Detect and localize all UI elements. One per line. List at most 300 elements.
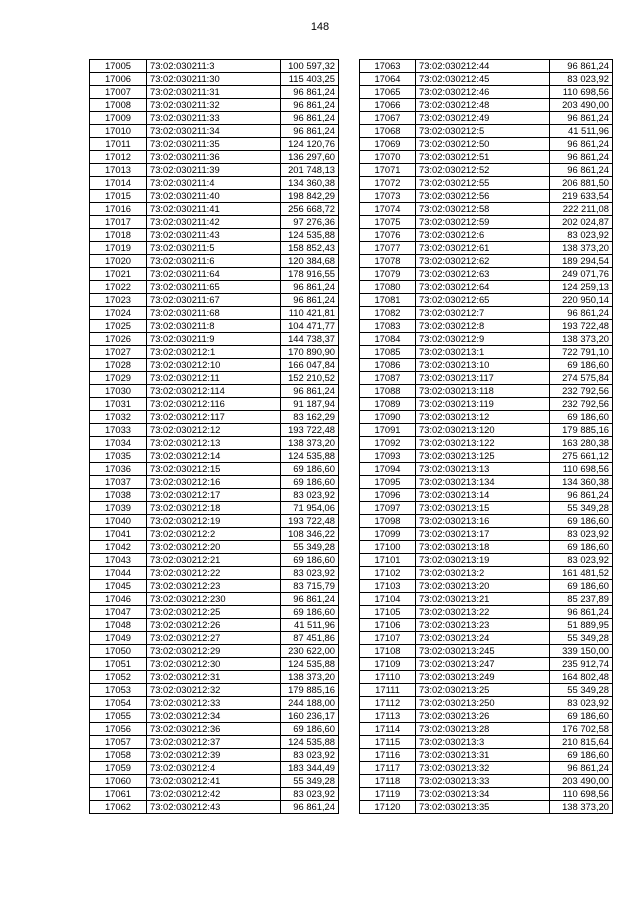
record-number-cell: 17053 bbox=[90, 684, 147, 697]
record-number-cell: 17030 bbox=[90, 385, 147, 398]
record-number-cell: 17092 bbox=[360, 437, 416, 450]
cadastral-number-cell: 73:02:030212:49 bbox=[416, 112, 550, 125]
table-row bbox=[90, 346, 339, 359]
cadastral-value-cell: 96 861,24 bbox=[281, 86, 339, 99]
cadastral-number-cell: 73:02:030213:1 bbox=[416, 346, 550, 359]
cadastral-value-cell: 69 186,60 bbox=[281, 554, 339, 567]
cadastral-number-cell: 73:02:030212:55 bbox=[416, 177, 550, 190]
table-row bbox=[90, 242, 339, 255]
table-row bbox=[90, 515, 339, 528]
table-row bbox=[90, 333, 339, 346]
cadastral-number-cell: 73:02:030212:61 bbox=[416, 242, 550, 255]
record-number-cell: 17010 bbox=[90, 125, 147, 138]
cadastral-number-cell: 73:02:030213:117 bbox=[416, 372, 550, 385]
record-number-cell: 17061 bbox=[90, 788, 147, 801]
record-number-cell: 17036 bbox=[90, 463, 147, 476]
record-number-cell: 17052 bbox=[90, 671, 147, 684]
cadastral-value-cell: 230 622,00 bbox=[281, 645, 339, 658]
record-number-cell: 17068 bbox=[360, 125, 416, 138]
cadastral-value-cell: 96 861,24 bbox=[550, 151, 613, 164]
table-row bbox=[90, 424, 339, 437]
cadastral-value-cell: 232 792,56 bbox=[550, 398, 613, 411]
cadastral-value-cell: 160 236,17 bbox=[281, 710, 339, 723]
record-number-cell: 17026 bbox=[90, 333, 147, 346]
table-row bbox=[90, 255, 339, 268]
table-row bbox=[360, 476, 613, 489]
table-row bbox=[90, 112, 339, 125]
table-row bbox=[360, 138, 613, 151]
cadastral-number-cell: 73:02:030213:120 bbox=[416, 424, 550, 437]
table-row bbox=[90, 294, 339, 307]
table-row bbox=[90, 398, 339, 411]
cadastral-value-cell: 96 861,24 bbox=[281, 99, 339, 112]
table-row bbox=[360, 216, 613, 229]
record-number-cell: 17035 bbox=[90, 450, 147, 463]
cadastral-number-cell: 73:02:030212:42 bbox=[147, 788, 281, 801]
cadastral-value-cell: 110 698,56 bbox=[550, 788, 613, 801]
table-row bbox=[360, 606, 613, 619]
table-row bbox=[360, 60, 613, 73]
cadastral-number-cell: 73:02:030212:32 bbox=[147, 684, 281, 697]
table-row bbox=[360, 788, 613, 801]
cadastral-number-cell: 73:02:030212:62 bbox=[416, 255, 550, 268]
cadastral-value-cell: 69 186,60 bbox=[281, 463, 339, 476]
cadastral-number-cell: 73:02:030211:3 bbox=[147, 60, 281, 73]
table-row bbox=[360, 86, 613, 99]
record-number-cell: 17098 bbox=[360, 515, 416, 528]
cadastral-number-cell: 73:02:030211:9 bbox=[147, 333, 281, 346]
table-row bbox=[360, 177, 613, 190]
cadastral-number-cell: 73:02:030212:2 bbox=[147, 528, 281, 541]
cadastral-number-cell: 73:02:030211:43 bbox=[147, 229, 281, 242]
table-row bbox=[90, 606, 339, 619]
cadastral-number-cell: 73:02:030212:25 bbox=[147, 606, 281, 619]
cadastral-number-cell: 73:02:030213:12 bbox=[416, 411, 550, 424]
cadastral-number-cell: 73:02:030213:249 bbox=[416, 671, 550, 684]
table-row bbox=[90, 580, 339, 593]
record-number-cell: 17020 bbox=[90, 255, 147, 268]
cadastral-number-cell: 73:02:030212:21 bbox=[147, 554, 281, 567]
register-table-body bbox=[360, 60, 613, 814]
table-row bbox=[360, 190, 613, 203]
table-row bbox=[90, 775, 339, 788]
table-row bbox=[90, 151, 339, 164]
table-row bbox=[360, 385, 613, 398]
record-number-cell: 17033 bbox=[90, 424, 147, 437]
cadastral-value-cell: 83 023,92 bbox=[550, 229, 613, 242]
cadastral-number-cell: 73:02:030212:48 bbox=[416, 99, 550, 112]
cadastral-number-cell: 73:02:030213:19 bbox=[416, 554, 550, 567]
record-number-cell: 17022 bbox=[90, 281, 147, 294]
cadastral-number-cell: 73:02:030212:41 bbox=[147, 775, 281, 788]
cadastral-value-cell: 51 889,95 bbox=[550, 619, 613, 632]
record-number-cell: 17047 bbox=[90, 606, 147, 619]
record-number-cell: 17096 bbox=[360, 489, 416, 502]
cadastral-value-cell: 235 912,74 bbox=[550, 658, 613, 671]
cadastral-number-cell: 73:02:030212:58 bbox=[416, 203, 550, 216]
record-number-cell: 17062 bbox=[90, 801, 147, 814]
table-row bbox=[90, 645, 339, 658]
table-row bbox=[90, 450, 339, 463]
cadastral-value-cell: 85 237,89 bbox=[550, 593, 613, 606]
record-number-cell: 17050 bbox=[90, 645, 147, 658]
record-number-cell: 17101 bbox=[360, 554, 416, 567]
cadastral-value-cell: 134 360,38 bbox=[550, 476, 613, 489]
cadastral-number-cell: 73:02:030213:28 bbox=[416, 723, 550, 736]
table-row bbox=[360, 359, 613, 372]
cadastral-number-cell: 73:02:030211:36 bbox=[147, 151, 281, 164]
cadastral-value-cell: 203 490,00 bbox=[550, 775, 613, 788]
record-number-cell: 17046 bbox=[90, 593, 147, 606]
table-row bbox=[360, 203, 613, 216]
table-row bbox=[360, 73, 613, 86]
cadastral-number-cell: 73:02:030213:16 bbox=[416, 515, 550, 528]
record-number-cell: 17086 bbox=[360, 359, 416, 372]
cadastral-value-cell: 96 861,24 bbox=[550, 60, 613, 73]
cadastral-value-cell: 96 861,24 bbox=[281, 281, 339, 294]
record-number-cell: 17117 bbox=[360, 762, 416, 775]
cadastral-number-cell: 73:02:030213:13 bbox=[416, 463, 550, 476]
record-number-cell: 17064 bbox=[360, 73, 416, 86]
cadastral-number-cell: 73:02:030213:35 bbox=[416, 801, 550, 814]
table-row bbox=[360, 424, 613, 437]
cadastral-number-cell: 73:02:030213:33 bbox=[416, 775, 550, 788]
record-number-cell: 17071 bbox=[360, 164, 416, 177]
cadastral-value-cell: 193 722,48 bbox=[281, 424, 339, 437]
cadastral-value-cell: 83 023,92 bbox=[550, 73, 613, 86]
cadastral-value-cell: 134 360,38 bbox=[281, 177, 339, 190]
table-row bbox=[360, 619, 613, 632]
record-number-cell: 17082 bbox=[360, 307, 416, 320]
cadastral-value-cell: 83 023,92 bbox=[550, 697, 613, 710]
table-row bbox=[90, 307, 339, 320]
cadastral-number-cell: 73:02:030211:39 bbox=[147, 164, 281, 177]
cadastral-number-cell: 73:02:030211:31 bbox=[147, 86, 281, 99]
cadastral-value-cell: 219 633,54 bbox=[550, 190, 613, 203]
table-row bbox=[90, 567, 339, 580]
table-row bbox=[360, 710, 613, 723]
record-number-cell: 17066 bbox=[360, 99, 416, 112]
table-row bbox=[90, 359, 339, 372]
table-row bbox=[90, 788, 339, 801]
table-row bbox=[90, 489, 339, 502]
cadastral-number-cell: 73:02:030212:15 bbox=[147, 463, 281, 476]
cadastral-value-cell: 170 890,90 bbox=[281, 346, 339, 359]
cadastral-value-cell: 136 297,60 bbox=[281, 151, 339, 164]
record-number-cell: 17118 bbox=[360, 775, 416, 788]
cadastral-value-cell: 97 276,36 bbox=[281, 216, 339, 229]
table-row bbox=[90, 463, 339, 476]
record-number-cell: 17112 bbox=[360, 697, 416, 710]
cadastral-value-cell: 244 188,00 bbox=[281, 697, 339, 710]
cadastral-number-cell: 73:02:030212:36 bbox=[147, 723, 281, 736]
record-number-cell: 17019 bbox=[90, 242, 147, 255]
cadastral-value-cell: 198 842,29 bbox=[281, 190, 339, 203]
cadastral-value-cell: 41 511,96 bbox=[550, 125, 613, 138]
record-number-cell: 17058 bbox=[90, 749, 147, 762]
cadastral-value-cell: 249 071,76 bbox=[550, 268, 613, 281]
table-row bbox=[360, 437, 613, 450]
cadastral-value-cell: 124 535,88 bbox=[281, 450, 339, 463]
record-number-cell: 17006 bbox=[90, 73, 147, 86]
cadastral-number-cell: 73:02:030212:56 bbox=[416, 190, 550, 203]
cadastral-value-cell: 69 186,60 bbox=[550, 749, 613, 762]
cadastral-value-cell: 339 150,00 bbox=[550, 645, 613, 658]
record-number-cell: 17008 bbox=[90, 99, 147, 112]
cadastral-value-cell: 201 748,13 bbox=[281, 164, 339, 177]
cadastral-number-cell: 73:02:030212:59 bbox=[416, 216, 550, 229]
cadastral-number-cell: 73:02:030211:41 bbox=[147, 203, 281, 216]
record-number-cell: 17065 bbox=[360, 86, 416, 99]
cadastral-number-cell: 73:02:030212:7 bbox=[416, 307, 550, 320]
record-number-cell: 17034 bbox=[90, 437, 147, 450]
record-number-cell: 17074 bbox=[360, 203, 416, 216]
table-row bbox=[90, 593, 339, 606]
cadastral-value-cell: 96 861,24 bbox=[281, 125, 339, 138]
table-row bbox=[360, 528, 613, 541]
cadastral-value-cell: 83 023,92 bbox=[281, 489, 339, 502]
cadastral-value-cell: 96 861,24 bbox=[550, 138, 613, 151]
cadastral-value-cell: 96 861,24 bbox=[281, 801, 339, 814]
cadastral-value-cell: 69 186,60 bbox=[550, 359, 613, 372]
cadastral-value-cell: 96 861,24 bbox=[550, 489, 613, 502]
record-number-cell: 17028 bbox=[90, 359, 147, 372]
table-row bbox=[90, 697, 339, 710]
table-row bbox=[360, 450, 613, 463]
cadastral-number-cell: 73:02:030213:21 bbox=[416, 593, 550, 606]
cadastral-number-cell: 73:02:030212:50 bbox=[416, 138, 550, 151]
cadastral-number-cell: 73:02:030213:25 bbox=[416, 684, 550, 697]
cadastral-value-cell: 232 792,56 bbox=[550, 385, 613, 398]
table-row bbox=[360, 658, 613, 671]
record-number-cell: 17103 bbox=[360, 580, 416, 593]
cadastral-value-cell: 183 344,49 bbox=[281, 762, 339, 775]
table-row bbox=[90, 60, 339, 73]
table-row bbox=[90, 762, 339, 775]
record-number-cell: 17085 bbox=[360, 346, 416, 359]
cadastral-value-cell: 96 861,24 bbox=[550, 307, 613, 320]
table-row bbox=[90, 528, 339, 541]
record-number-cell: 17107 bbox=[360, 632, 416, 645]
record-number-cell: 17102 bbox=[360, 567, 416, 580]
record-number-cell: 17089 bbox=[360, 398, 416, 411]
cadastral-number-cell: 73:02:030212:22 bbox=[147, 567, 281, 580]
cadastral-value-cell: 110 698,56 bbox=[550, 86, 613, 99]
cadastral-value-cell: 179 885,16 bbox=[281, 684, 339, 697]
cadastral-value-cell: 193 722,48 bbox=[550, 320, 613, 333]
table-row bbox=[90, 125, 339, 138]
record-number-cell: 17081 bbox=[360, 294, 416, 307]
cadastral-value-cell: 96 861,24 bbox=[550, 164, 613, 177]
record-number-cell: 17109 bbox=[360, 658, 416, 671]
cadastral-value-cell: 69 186,60 bbox=[550, 580, 613, 593]
record-number-cell: 17075 bbox=[360, 216, 416, 229]
cadastral-value-cell: 110 698,56 bbox=[550, 463, 613, 476]
record-number-cell: 17070 bbox=[360, 151, 416, 164]
table-row bbox=[360, 684, 613, 697]
cadastral-value-cell: 274 575,84 bbox=[550, 372, 613, 385]
cadastral-value-cell: 138 373,20 bbox=[281, 671, 339, 684]
table-row bbox=[360, 775, 613, 788]
table-row bbox=[90, 411, 339, 424]
cadastral-value-cell: 83 023,92 bbox=[550, 554, 613, 567]
record-number-cell: 17057 bbox=[90, 736, 147, 749]
record-number-cell: 17119 bbox=[360, 788, 416, 801]
record-number-cell: 17017 bbox=[90, 216, 147, 229]
cadastral-value-cell: 69 186,60 bbox=[281, 476, 339, 489]
record-number-cell: 17031 bbox=[90, 398, 147, 411]
cadastral-value-cell: 124 535,88 bbox=[281, 229, 339, 242]
record-number-cell: 17105 bbox=[360, 606, 416, 619]
record-number-cell: 17088 bbox=[360, 385, 416, 398]
record-number-cell: 17055 bbox=[90, 710, 147, 723]
cadastral-number-cell: 73:02:030213:245 bbox=[416, 645, 550, 658]
record-number-cell: 17063 bbox=[360, 60, 416, 73]
record-number-cell: 17090 bbox=[360, 411, 416, 424]
table-row bbox=[360, 723, 613, 736]
record-number-cell: 17113 bbox=[360, 710, 416, 723]
cadastral-value-cell: 193 722,48 bbox=[281, 515, 339, 528]
table-row bbox=[90, 554, 339, 567]
cadastral-number-cell: 73:02:030212:26 bbox=[147, 619, 281, 632]
record-number-cell: 17014 bbox=[90, 177, 147, 190]
cadastral-number-cell: 73:02:030212:30 bbox=[147, 658, 281, 671]
cadastral-number-cell: 73:02:030212:63 bbox=[416, 268, 550, 281]
record-number-cell: 17120 bbox=[360, 801, 416, 814]
table-row bbox=[90, 138, 339, 151]
cadastral-number-cell: 73:02:030211:40 bbox=[147, 190, 281, 203]
table-row bbox=[90, 320, 339, 333]
cadastral-number-cell: 73:02:030212:12 bbox=[147, 424, 281, 437]
cadastral-number-cell: 73:02:030212:39 bbox=[147, 749, 281, 762]
cadastral-value-cell: 220 950,14 bbox=[550, 294, 613, 307]
record-number-cell: 17009 bbox=[90, 112, 147, 125]
table-row bbox=[360, 736, 613, 749]
cadastral-value-cell: 124 535,88 bbox=[281, 736, 339, 749]
cadastral-number-cell: 73:02:030211:65 bbox=[147, 281, 281, 294]
cadastral-number-cell: 73:02:030212:11 bbox=[147, 372, 281, 385]
cadastral-number-cell: 73:02:030213:22 bbox=[416, 606, 550, 619]
cadastral-value-cell: 222 211,08 bbox=[550, 203, 613, 216]
cadastral-number-cell: 73:02:030212:51 bbox=[416, 151, 550, 164]
cadastral-number-cell: 73:02:030213:31 bbox=[416, 749, 550, 762]
table-row bbox=[360, 229, 613, 242]
table-row bbox=[90, 86, 339, 99]
record-number-cell: 17091 bbox=[360, 424, 416, 437]
cadastral-number-cell: 73:02:030213:10 bbox=[416, 359, 550, 372]
table-row bbox=[90, 801, 339, 814]
cadastral-number-cell: 73:02:030212:29 bbox=[147, 645, 281, 658]
register-table-right bbox=[359, 59, 613, 814]
cadastral-value-cell: 96 861,24 bbox=[281, 294, 339, 307]
cadastral-number-cell: 73:02:030213:15 bbox=[416, 502, 550, 515]
cadastral-value-cell: 71 954,06 bbox=[281, 502, 339, 515]
cadastral-number-cell: 73:02:030212:4 bbox=[147, 762, 281, 775]
record-number-cell: 17060 bbox=[90, 775, 147, 788]
cadastral-value-cell: 120 384,68 bbox=[281, 255, 339, 268]
cadastral-value-cell: 96 861,24 bbox=[281, 112, 339, 125]
cadastral-value-cell: 69 186,60 bbox=[281, 723, 339, 736]
cadastral-number-cell: 73:02:030212:23 bbox=[147, 580, 281, 593]
cadastral-value-cell: 96 861,24 bbox=[550, 606, 613, 619]
cadastral-number-cell: 73:02:030213:14 bbox=[416, 489, 550, 502]
cadastral-number-cell: 73:02:030212:19 bbox=[147, 515, 281, 528]
cadastral-value-cell: 83 715,79 bbox=[281, 580, 339, 593]
cadastral-value-cell: 722 791,10 bbox=[550, 346, 613, 359]
table-row bbox=[360, 502, 613, 515]
record-number-cell: 17040 bbox=[90, 515, 147, 528]
cadastral-value-cell: 96 861,24 bbox=[281, 593, 339, 606]
cadastral-value-cell: 138 373,20 bbox=[550, 242, 613, 255]
cadastral-number-cell: 73:02:030212:6 bbox=[416, 229, 550, 242]
cadastral-value-cell: 124 120,76 bbox=[281, 138, 339, 151]
record-number-cell: 17076 bbox=[360, 229, 416, 242]
cadastral-number-cell: 73:02:030211:30 bbox=[147, 73, 281, 86]
table-row bbox=[90, 73, 339, 86]
record-number-cell: 17029 bbox=[90, 372, 147, 385]
cadastral-value-cell: 115 403,25 bbox=[281, 73, 339, 86]
cadastral-number-cell: 73:02:030211:32 bbox=[147, 99, 281, 112]
table-row bbox=[360, 164, 613, 177]
cadastral-number-cell: 73:02:030212:5 bbox=[416, 125, 550, 138]
cadastral-number-cell: 73:02:030211:67 bbox=[147, 294, 281, 307]
record-number-cell: 17016 bbox=[90, 203, 147, 216]
table-row bbox=[360, 541, 613, 554]
cadastral-value-cell: 138 373,20 bbox=[281, 437, 339, 450]
record-number-cell: 17038 bbox=[90, 489, 147, 502]
cadastral-value-cell: 104 471,77 bbox=[281, 320, 339, 333]
record-number-cell: 17106 bbox=[360, 619, 416, 632]
cadastral-value-cell: 55 349,28 bbox=[281, 775, 339, 788]
table-row bbox=[90, 632, 339, 645]
table-row bbox=[360, 294, 613, 307]
table-row bbox=[90, 723, 339, 736]
record-number-cell: 17011 bbox=[90, 138, 147, 151]
cadastral-number-cell: 73:02:030212:230 bbox=[147, 593, 281, 606]
record-number-cell: 17104 bbox=[360, 593, 416, 606]
record-number-cell: 17056 bbox=[90, 723, 147, 736]
table-row bbox=[360, 242, 613, 255]
cadastral-value-cell: 69 186,60 bbox=[550, 541, 613, 554]
table-row bbox=[360, 281, 613, 294]
record-number-cell: 17111 bbox=[360, 684, 416, 697]
cadastral-number-cell: 73:02:030213:26 bbox=[416, 710, 550, 723]
cadastral-number-cell: 73:02:030212:9 bbox=[416, 333, 550, 346]
cadastral-number-cell: 73:02:030212:1 bbox=[147, 346, 281, 359]
cadastral-number-cell: 73:02:030212:17 bbox=[147, 489, 281, 502]
table-row bbox=[90, 203, 339, 216]
record-number-cell: 17069 bbox=[360, 138, 416, 151]
record-number-cell: 17039 bbox=[90, 502, 147, 515]
cadastral-value-cell: 96 861,24 bbox=[550, 112, 613, 125]
cadastral-number-cell: 73:02:030213:247 bbox=[416, 658, 550, 671]
table-row bbox=[360, 749, 613, 762]
cadastral-number-cell: 73:02:030213:250 bbox=[416, 697, 550, 710]
cadastral-number-cell: 73:02:030212:14 bbox=[147, 450, 281, 463]
cadastral-number-cell: 73:02:030212:44 bbox=[416, 60, 550, 73]
cadastral-value-cell: 55 349,28 bbox=[281, 541, 339, 554]
table-row bbox=[90, 216, 339, 229]
table-row bbox=[360, 372, 613, 385]
cadastral-value-cell: 164 802,48 bbox=[550, 671, 613, 684]
table-row bbox=[360, 580, 613, 593]
table-row bbox=[360, 346, 613, 359]
cadastral-value-cell: 256 668,72 bbox=[281, 203, 339, 216]
cadastral-number-cell: 73:02:030212:116 bbox=[147, 398, 281, 411]
cadastral-number-cell: 73:02:030213:23 bbox=[416, 619, 550, 632]
table-row bbox=[90, 385, 339, 398]
record-number-cell: 17013 bbox=[90, 164, 147, 177]
